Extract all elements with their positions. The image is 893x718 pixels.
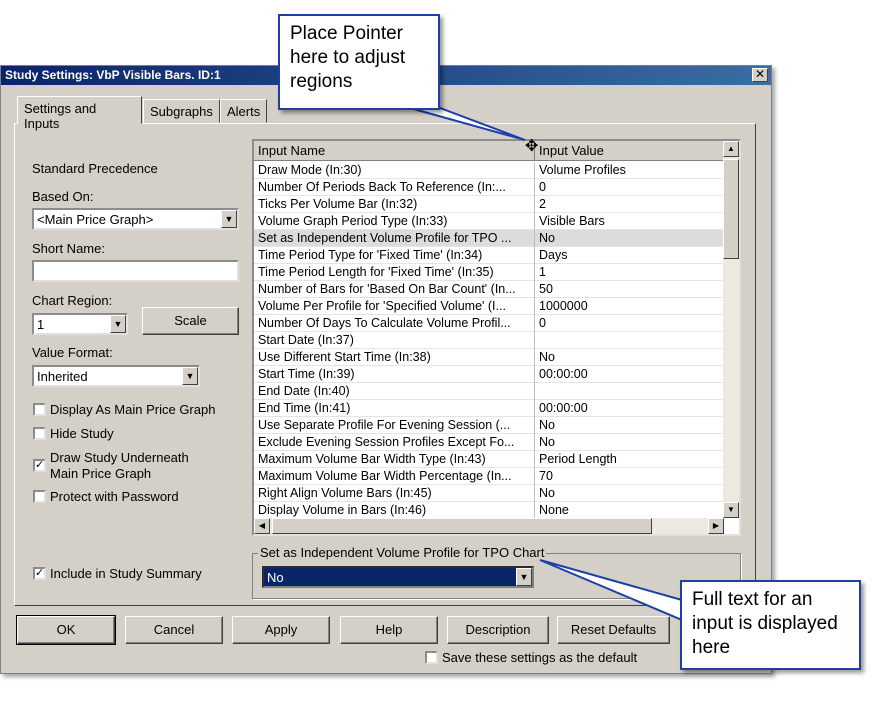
based-on-select[interactable] xyxy=(32,208,239,230)
chevron-down-icon[interactable]: ▼ xyxy=(516,568,532,586)
input-value-cell[interactable]: No xyxy=(539,486,555,500)
input-name-cell[interactable]: Exclude Evening Session Profiles Except Fo... xyxy=(254,434,535,451)
input-name-cell[interactable]: Volume Graph Period Type (In:33) xyxy=(254,213,535,230)
short-name-input[interactable] xyxy=(32,260,239,282)
input-value-cell[interactable]: No xyxy=(539,350,555,364)
input-name-cell[interactable]: Number Of Days To Calculate Volume Profil... xyxy=(254,315,535,332)
input-name-cell[interactable]: Time Period Type for 'Fixed Time' (In:34) xyxy=(254,247,535,264)
table-row[interactable] xyxy=(254,247,724,264)
table-row[interactable] xyxy=(254,502,724,519)
value-format-select[interactable] xyxy=(32,365,200,387)
table-row[interactable] xyxy=(254,179,724,196)
column-header-input-name[interactable]: Input Name xyxy=(254,141,535,161)
description-button[interactable]: Description xyxy=(447,616,549,644)
input-value-cell[interactable]: No xyxy=(539,435,555,449)
chart-region-select[interactable] xyxy=(32,313,128,335)
input-name-cell[interactable]: Start Time (In:39) xyxy=(254,366,535,383)
hide-study-checkbox[interactable] xyxy=(33,427,46,440)
inputs-grid[interactable] xyxy=(252,139,741,536)
table-row[interactable] xyxy=(254,400,724,417)
table-row[interactable] xyxy=(254,349,724,366)
display-as-main-checkbox[interactable] xyxy=(33,403,46,416)
standard-precedence-label: Standard Precedence xyxy=(32,161,158,176)
table-row[interactable] xyxy=(254,417,724,434)
tab-label: Settings and Inputs xyxy=(24,101,97,131)
table-row[interactable] xyxy=(254,383,724,400)
input-detail-value: No xyxy=(267,570,284,585)
bottom-callout: Full text for an input is displayed here xyxy=(680,580,861,670)
include-summary-label: Include in Study Summary xyxy=(50,566,202,581)
vertical-scrollbar[interactable] xyxy=(723,141,739,518)
tab-settings-and-inputs[interactable] xyxy=(17,96,142,131)
input-name-cell[interactable]: Number of Bars for 'Based On Bar Count' (In... xyxy=(254,281,535,298)
table-row[interactable] xyxy=(254,196,724,213)
input-name-cell[interactable]: Ticks Per Volume Bar (In:32) xyxy=(254,196,535,213)
table-row[interactable] xyxy=(254,434,724,451)
table-row[interactable] xyxy=(254,298,724,315)
based-on-label: Based On: xyxy=(32,189,94,204)
input-value-cell[interactable]: 00:00:00 xyxy=(539,367,588,381)
input-detail-select[interactable] xyxy=(262,566,534,588)
input-name-cell[interactable]: End Date (In:40) xyxy=(254,383,535,400)
input-name-cell[interactable]: End Time (In:41) xyxy=(254,400,535,417)
protect-password-checkbox[interactable] xyxy=(33,490,46,503)
draw-underneath-label-line1: Draw Study Underneath xyxy=(50,450,189,465)
table-row[interactable] xyxy=(254,468,724,485)
input-value-cell[interactable]: 50 xyxy=(539,282,553,296)
save-default-label: Save these settings as the default xyxy=(442,650,638,665)
input-name-cell[interactable]: Use Different Start Time (In:38) xyxy=(254,349,535,366)
scroll-thumb[interactable] xyxy=(723,159,739,259)
input-value-cell[interactable]: 0 xyxy=(539,180,546,194)
chevron-down-icon[interactable]: ▼ xyxy=(182,367,198,385)
input-name-cell[interactable]: Set as Independent Volume Profile for TPO ... xyxy=(254,230,535,247)
chart-region-label: Chart Region: xyxy=(32,293,113,308)
table-row[interactable] xyxy=(254,281,724,298)
protect-password-label: Protect with Password xyxy=(50,489,179,504)
value-format-value: Inherited xyxy=(37,369,88,384)
input-name-cell[interactable]: Use Separate Profile For Evening Session (... xyxy=(254,417,535,434)
draw-underneath-label xyxy=(50,450,189,482)
scroll-left-icon[interactable]: ◀ xyxy=(254,518,270,534)
resize-cursor-icon[interactable]: ✥ xyxy=(525,138,539,155)
input-value-cell[interactable]: 70 xyxy=(539,469,553,483)
input-detail-label: Set as Independent Volume Profile for TPO Chart xyxy=(260,545,545,560)
input-value-cell[interactable]: 1 xyxy=(539,265,546,279)
input-name-cell[interactable]: Right Align Volume Bars (In:45) xyxy=(254,485,535,502)
scroll-down-icon[interactable]: ▼ xyxy=(723,502,739,518)
input-name-cell[interactable]: Display Volume in Bars (In:46) xyxy=(254,502,535,519)
grid-header xyxy=(254,141,724,161)
tab-alerts[interactable] xyxy=(220,99,267,123)
input-value-cell[interactable]: Period Length xyxy=(539,452,617,466)
tab-subgraphs[interactable] xyxy=(143,99,220,123)
input-value-cell[interactable]: None xyxy=(539,503,569,517)
input-name-cell[interactable]: Volume Per Profile for 'Specified Volume' (I... xyxy=(254,298,535,315)
table-row[interactable] xyxy=(254,332,724,349)
horizontal-scroll-thumb[interactable] xyxy=(272,518,652,534)
horizontal-scrollbar[interactable] xyxy=(254,518,724,534)
input-value-cell[interactable]: 1000000 xyxy=(539,299,588,313)
input-value-cell[interactable]: 00:00:00 xyxy=(539,401,588,415)
close-icon[interactable]: ✕ xyxy=(752,68,768,82)
input-value-cell[interactable] xyxy=(535,332,724,349)
input-name-cell[interactable]: Time Period Length for 'Fixed Time' (In:35) xyxy=(254,264,535,281)
input-value-cell[interactable]: Days xyxy=(539,248,568,262)
tab-label: Subgraphs xyxy=(150,104,213,119)
value-format-label: Value Format: xyxy=(32,345,113,360)
table-row[interactable] xyxy=(254,485,724,502)
input-name-cell[interactable]: Maximum Volume Bar Width Percentage (In... xyxy=(254,468,535,485)
input-value-cell[interactable]: No xyxy=(539,231,555,245)
display-as-main-label: Display As Main Price Graph xyxy=(50,402,216,417)
ok-button[interactable]: OK xyxy=(17,616,115,644)
table-row[interactable] xyxy=(254,162,724,179)
table-row[interactable] xyxy=(254,451,724,468)
draw-underneath-checkbox[interactable]: ✓ xyxy=(35,459,45,471)
input-name-cell[interactable]: Start Date (In:37) xyxy=(254,332,535,349)
reset-defaults-button[interactable]: Reset Defaults xyxy=(557,616,670,644)
short-name-label: Short Name: xyxy=(32,241,105,256)
input-value-cell[interactable]: Volume Profiles xyxy=(539,163,626,177)
table-row[interactable] xyxy=(254,213,724,230)
chevron-down-icon[interactable]: ▼ xyxy=(221,210,237,228)
input-name-cell[interactable]: Maximum Volume Bar Width Type (In:43) xyxy=(254,451,535,468)
scroll-up-icon[interactable]: ▲ xyxy=(723,141,739,157)
help-button[interactable]: Help xyxy=(340,616,438,644)
scroll-right-icon[interactable]: ▶ xyxy=(708,518,724,534)
input-name-cell[interactable]: Number Of Periods Back To Reference (In:... xyxy=(254,179,535,196)
table-row[interactable] xyxy=(254,264,724,281)
column-header-input-value[interactable]: Input Value xyxy=(539,143,604,158)
based-on-value: <Main Price Graph> xyxy=(37,212,154,227)
input-value-cell[interactable]: Visible Bars xyxy=(539,214,605,228)
table-row[interactable] xyxy=(254,315,724,332)
cancel-button[interactable]: Cancel xyxy=(125,616,223,644)
save-default-checkbox[interactable] xyxy=(425,651,438,664)
chart-region-value: 1 xyxy=(37,317,45,332)
input-value-cell[interactable]: 2 xyxy=(539,197,546,211)
input-value-cell[interactable]: 0 xyxy=(539,316,546,330)
hide-study-label: Hide Study xyxy=(50,426,114,441)
input-value-cell[interactable]: No xyxy=(539,418,555,432)
dialog-title: Study Settings: VbP Visible Bars. ID:1 xyxy=(5,68,221,82)
chevron-down-icon[interactable]: ▼ xyxy=(110,315,126,333)
table-row[interactable] xyxy=(254,366,724,383)
top-callout: Place Pointer here to adjust regions xyxy=(278,14,440,110)
table-row[interactable] xyxy=(254,230,724,247)
scale-button[interactable]: Scale xyxy=(142,307,239,335)
input-value-cell[interactable] xyxy=(535,383,724,400)
tab-label: Alerts xyxy=(227,104,261,119)
apply-button[interactable]: Apply xyxy=(232,616,330,644)
input-name-cell[interactable]: Draw Mode (In:30) xyxy=(254,162,535,179)
include-summary-checkbox[interactable]: ✓ xyxy=(35,567,45,579)
draw-underneath-label-line2: Main Price Graph xyxy=(50,466,152,481)
